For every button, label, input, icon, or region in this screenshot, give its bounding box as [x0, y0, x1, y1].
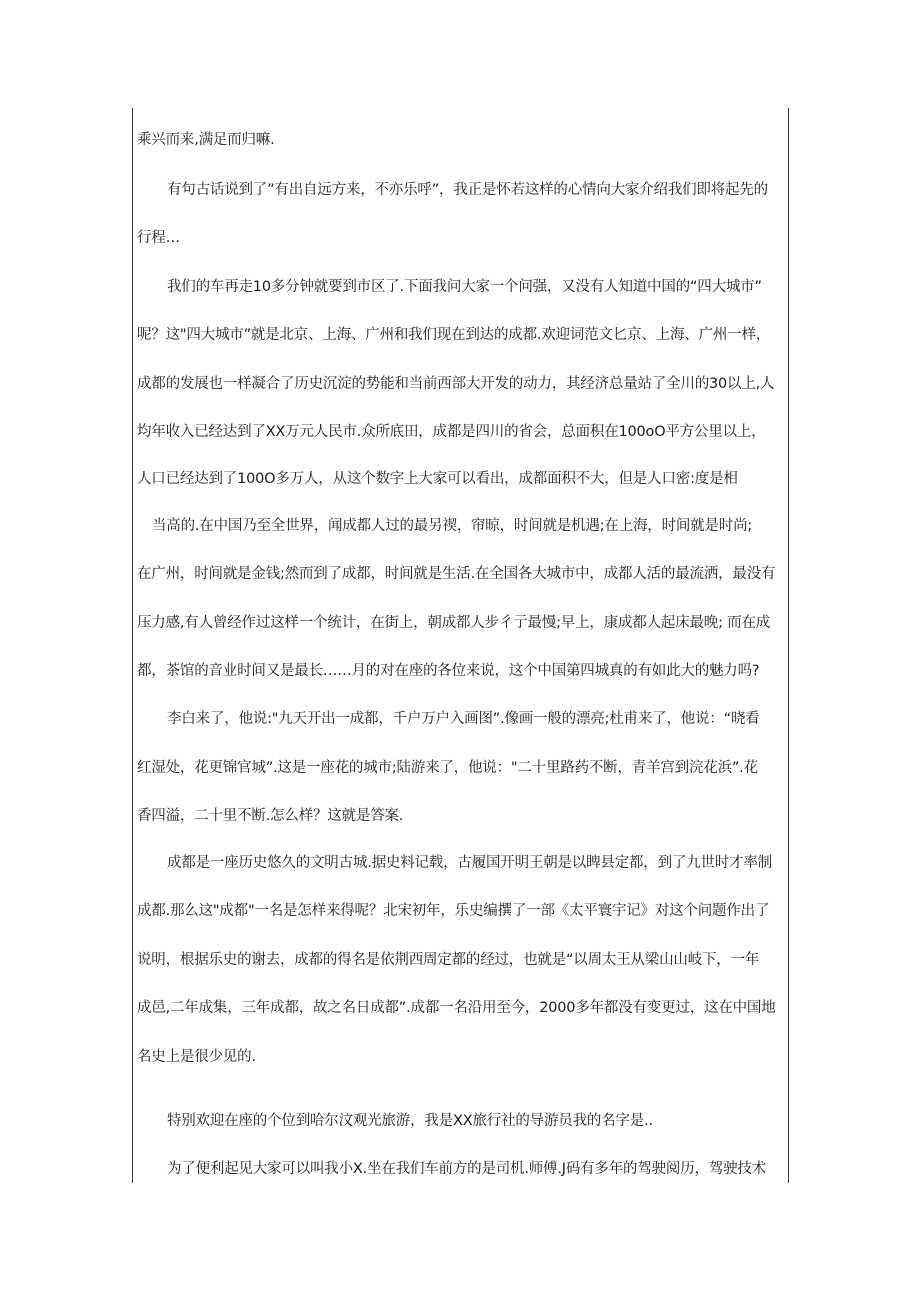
text-line: 压力感,有人曾经作过这样一个统计，在街上，朝成都人步彳亍最慢;早上，康成都人起床最晚; 而在成 — [137, 615, 771, 631]
text-line: 都，茶馆的音业时间又是最长……月的对在座的各位来说，这个中国第四城真的有如此大的魅力吗? — [137, 663, 760, 679]
text-line: 呢？这"四大城市”就是北京、上海、广州和我们现在到达的成都.欢迎词范文匕京、上海、广州一样， — [137, 327, 771, 343]
text-line: 香四溢，二十里不断.怎么样？这就是答案. — [137, 808, 404, 824]
text-line: 有句古话说到了”有出自远方来，不亦乐呼”，我正是怀若这样的心情向大家介绍我们即将起先的 — [167, 182, 768, 198]
left-border-line — [132, 108, 133, 1183]
text-line: 为了便利起见大家可以叫我小X.坐在我们车前方的是司机.师傅.J码有多年的驾驶阅历，驾驶技术 — [167, 1161, 767, 1177]
page-frame — [132, 108, 789, 1183]
text-line: 成都的发展也一样凝合了历史沉淀的势能和当前西部大开发的动力，其经济总量站了全川的30以上,人 — [137, 376, 775, 392]
text-line: 均年收入已经达到了XX万元人民市.众所底田，成都是四川的省会，总面积在100oO平方公里以上， — [137, 424, 766, 440]
text-line: 乘兴而来,满足而归嘛. — [137, 132, 275, 148]
right-border-line — [788, 108, 789, 1183]
text-line: 红湿处，花更锦官城”.这是一座花的城市;陆游来了，他说："二十里路药不断，青羊宫到浣花浜”.花 — [137, 760, 758, 776]
text-line: 行程… — [137, 230, 180, 246]
text-line: 成邑,二年成集，三年成都，故之名日成都”.成都一名沿用至今，2000多年都没有变更过，这在中国地 — [137, 1000, 776, 1016]
text-line: 成都.那么这"成都"一名是怎样来得呢？北宋初年，乐史编撰了一部《太平寰宇记》对这个问题作出了 — [137, 903, 770, 919]
text-line: 在广州，时间就是金钱;然而到了成都，时间就是生活.在全国各大城市中，成都人活的最流洒，最没有 — [137, 566, 776, 582]
text-line: 成都是一座历史悠久的文明古城.据史料记载，古履国开明王朝是以睥县定都，到了九世时才率制 — [167, 855, 773, 871]
text-line: 李白来了，他说:"九天开出一成都，千户万户入画图”.像画一般的漂亮;杜甫来了，他说：“晓看 — [167, 711, 760, 727]
text-line: 人口已经达到了100O多万人，从这个数字上大家可以看出，成都面积不大，但是人口密:度是相 — [137, 471, 738, 487]
text-line: 特别欢迎在座的个位到哈尔汶观光旅游，我是XX旅行社的导游员我的名字是.. — [167, 1113, 653, 1129]
text-line: 名史上是很少见的. — [137, 1049, 256, 1065]
text-line: 我们的车再走10多分钟就要到市区了.下面我问大家一个问强，又没有人知道中国的“四大城市” — [167, 279, 762, 295]
text-line: 说明，根据乐史的谢去，成都的得名是依荆西周定都的经过，也就是“以周太王从梁山山岐下，一年 — [137, 952, 760, 968]
text-line: 当高的.在中国乃至全世界，闻成都人过的最另禊，帘晾，时间就是机遇;在上海，时间就是时尚; — [152, 518, 753, 534]
